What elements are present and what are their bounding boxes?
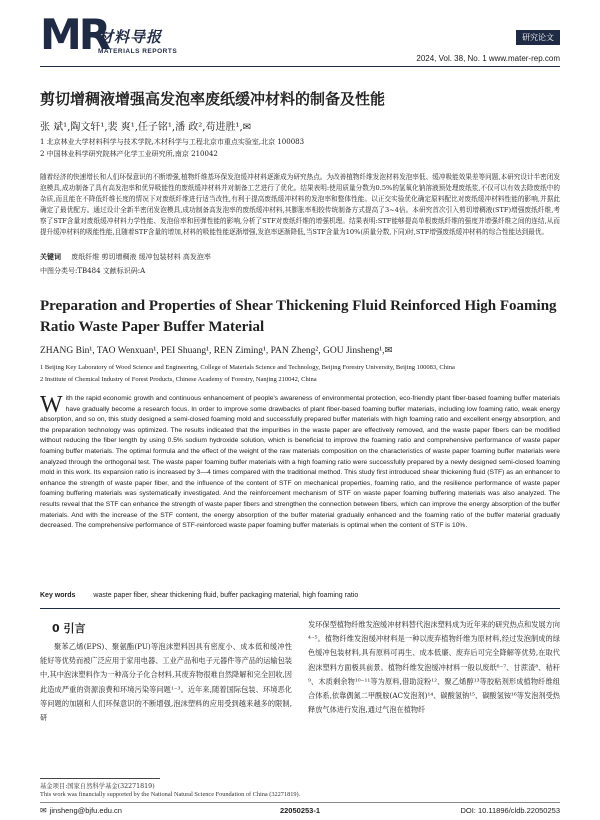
page-number: 22050253-1 [279, 806, 321, 815]
issue-info: 2024, Vol. 38, No. 1 www.mater-rep.com [416, 54, 560, 63]
cn-keywords-label: 关键词 [40, 252, 61, 261]
doi-link[interactable]: DOI: 10.11896/cldb.22050253 [460, 806, 560, 815]
cn-title: 剪切增稠液增强高发泡率废纸缓冲材料的制备及性能 [40, 90, 386, 108]
section-heading: 0 引言 [52, 622, 86, 635]
body-column-right: 发环保型植物纤维发泡缓冲材料替代泡沫塑料成为近年来的研究热点和发展方向⁴⁻⁵。植物纤维发泡缓冲材料是一种以废弃植物纤维为原材料,经过发泡制成的绿色缓冲包装材料,具有原料可再生、成本低廉、废弃后可完全降解等优势,在取代泡沫塑料方面极具前景。植物纤维发泡缓冲材料一般以废纸⁶⁻⁷、甘蔗渣⁸、秸秆⁹、木质剩余物¹⁰⁻¹¹等为原料,借助淀粉¹²、聚乙烯醇¹³等胶粘剂形成植物纤维组合体系,依靠偶氮二甲酰胺(AC发泡剂)¹⁴、碳酸氢钠¹⁵、碳酸氢铵¹⁶等发泡剂受热释放气体进行发泡,通过气泡在植物纤 [308, 620, 560, 715]
footnote-rule [40, 778, 160, 779]
header-rule [40, 66, 560, 67]
logo-cn-text: 材料导报 [98, 28, 163, 46]
mail-icon: ✉ [40, 806, 47, 815]
journal-logo [40, 12, 200, 64]
fund-en: This work was financially supported by the National Natural Science Foundation of China (32271819). [40, 791, 301, 798]
article-type-badge: 研究论文 [516, 30, 560, 45]
logo-mark: MR [40, 10, 109, 59]
en-keywords: waste paper fiber, shear thickening fluid, buffer packaging material, high foaming ratio [93, 592, 359, 599]
cn-affiliation-2: 2 中国林业科学研究院林产化学工业研究所,南京 210042 [40, 150, 218, 158]
logo-en-text: MATERIALS REPORTS [98, 48, 178, 55]
fund-cn: 基金项目:国家自然科学基金(32271819) [40, 783, 155, 790]
cn-keywords: 废纸纤维 剪切增稠液 缓冲包装材料 高发泡率 [71, 253, 211, 261]
en-abstract-text: ith the rapid economic growth and continuous enhancement of people's awareness of environmental protection, eco-friendly plant fiber-based foaming buffer materials have gradually become a research focus. In order to improve some drawbacks of plant fiber-based foaming buffer materials, including low foaming ratio, weak energy absorption, and so on, this study designed a semi-closed foaming mold and successfully prepared buffer materials with high foaming ratio and excellent energy absorption, and the preparation technology was optimized. The results indicated that the impurities in the waste paper are effectively removed, and the waste paper fibers can be modified without reducing the fiber length by using 0.5% sodium hydroxide solution, which is beneficial to improve the foaming ratio and comprehensive performance of waste paper foaming buffer materials. The optimal formula and the effect of the weight of the raw materials composition on the characteristics of waste paper foaming buffer materials were analyzed through the orthogonal test. The waste paper foaming buffer materials with a high foaming ratio were successfully prepared by a newly designed semi-closed foaming mold in this work. Its expansion ratio is increased by 3—4 times compared with the traditional method. This study first introduced shear thickening fluid (STF) as an enhancer to enhance the strength of waste paper fiber, and the influence of the content of STF on mechanical properties, foaming ratio, and the resilience performance of waste paper foaming buffering materials was systematically investigated. And the reinforcement mechanism of STF on waste paper foaming buffering materials was also analyzed. The results reveal that the STF can enhance the strength of waste paper fibers and strengthen the connection between fibers, which can improve the energy absorption of the buffer materials. And with the increase of the STF content, the energy absorption of the buffer material gradually enhanced and the foaming ratio of the buffer material gradually decreased. The comprehensive performance of STF-reinforced waste paper foaming buffer materials is optimal when the content of STF is 10%. [40, 395, 560, 530]
cn-classification: 中图分类号:TB484 文献标识码:A [40, 267, 146, 275]
en-keywords-label: Key words [40, 592, 76, 599]
cn-authors: 张 斌¹,陶文轩¹,裴 爽¹,任子铭¹,潘 政²,苟进胜¹,✉ [40, 122, 252, 133]
en-abstract [40, 394, 560, 532]
en-authors: ZHANG Bin¹, TAO Wenxuan¹, PEI Shuang¹, REN Ziming¹, PAN Zheng², GOU Jinsheng¹,✉ [40, 346, 393, 356]
cn-affiliation-1: 1 北京林业大学材料科学与技术学院,木材科学与工程北京市重点实验室,北京 100083 [40, 138, 305, 146]
en-affiliation-1: 1 Beijing Key Laboratory of Wood Science and Engineering, College of Materials Science and Technology, Beijing Forestry University, Beijing 100083, China [40, 364, 455, 371]
footer-rule [40, 802, 560, 803]
en-affiliation-2: 2 Institute of Chemical Industry of Forest Products, Chinese Academy of Forestry, Nanjing 210042, China [40, 376, 317, 383]
en-keywords-line [40, 592, 358, 599]
en-title: Preparation and Properties of Shear Thickening Fluid Reinforced High Foaming Ratio Waste Paper Buffer Material [40, 298, 557, 335]
section-rule [40, 608, 560, 609]
email-text: jinsheng@bjfu.edu.cn [49, 806, 122, 815]
cn-abstract: 随着经济的快速增长和人们环保意识的不断增强,植物纤维基环保发泡缓冲材料逐渐成为研究热点。为改善植物纤维发泡材料发泡率低、缓冲吸能效果差等问题,本研究设计半密闭发泡模具,成功制备了具有高发泡率和优异吸能性的废纸缓冲材料并对制备工艺进行了优化。结果表明:使用质量分数为0.5%的氢氧化钠溶液预处理废纸浆,不仅可以有效去除废纸中的杂质,而且能在不降低纤维长度的情况下对废纸纤维进行适当改性,有利于提高废纸缓冲材料的发泡率和整体性能。以正交实验优化确定原料配比对废纸缓冲材料性能的影响,并据此确定了最优配方。通过设计全新半密闭发泡模具,成功制备高发泡率的废纸缓冲材料,其膨胀率相较传统制备方式提高了3~4倍。本研究首次引入剪切增稠液(STF)增强废纸纤维,考察了STF含量对废纸缓冲材料力学性能、发泡倍率和回弹性能的影响,分析了STF对废纸纤维的增强机理。结果表明:STF能够提高单根废纸纤维的强度并增强纤维之间的连结,从而提升缓冲材料的吸能性能,且随着STF含量的增加,材料的吸能性能逐渐增强,发泡率逐渐降低,当STF含量为10%(质量分数,下同)时,STF增强废纸缓冲材料的综合性能达到最优。 [40, 173, 560, 236]
drop-cap: W [40, 392, 63, 418]
cn-keywords-line [40, 252, 211, 262]
body-column-left: 聚苯乙烯(EPS)、聚氨酯(PU)等泡沫塑料因具有密度小、成本低和缓冲性能好等优势而被广泛应用于家用电器、工业产品和电子元器件等产品的运输包装中,其中泡沫塑料作为一种高分子化合材料,其废弃物很难自然降解和完全回收,因此造成严重的资源浪费和环境污染等问题¹⁻³。近年来,随着国际包装、环境恶化等问题的加剧和人们环保意识的不断增强,泡沫塑料的应用受到越来越多的限制,研 [40, 642, 292, 723]
